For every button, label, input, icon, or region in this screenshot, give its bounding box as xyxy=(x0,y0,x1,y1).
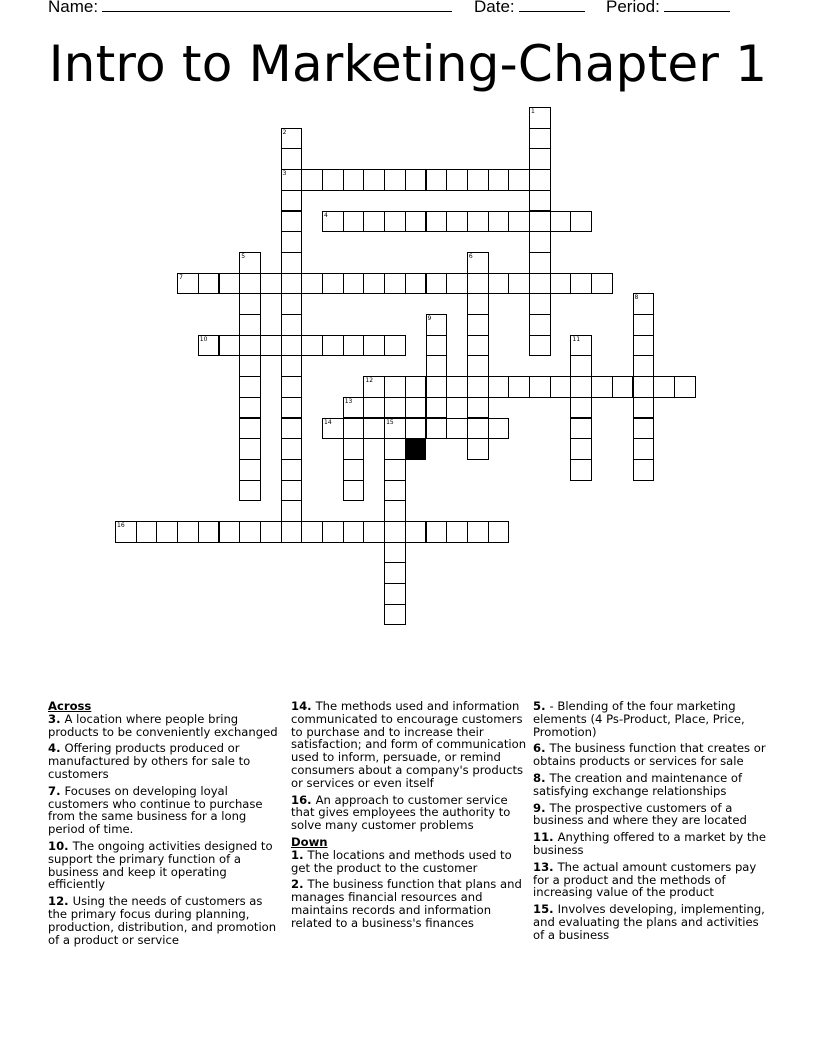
crossword-cell[interactable] xyxy=(405,211,427,233)
crossword-cell[interactable] xyxy=(529,128,551,150)
crossword-cell[interactable] xyxy=(426,211,448,233)
crossword-cell[interactable] xyxy=(281,397,303,419)
clue-number: 8. xyxy=(533,770,550,785)
crossword-cell[interactable] xyxy=(239,438,261,460)
crossword-cell[interactable] xyxy=(239,521,261,543)
crossword-cell[interactable] xyxy=(384,335,406,357)
crossword-cell[interactable] xyxy=(467,169,489,191)
crossword-cell[interactable] xyxy=(239,293,261,315)
across-clue xyxy=(291,700,527,790)
crossword-cell[interactable] xyxy=(260,335,282,357)
crossword-cell[interactable] xyxy=(446,418,468,440)
clues-column-2 xyxy=(291,700,527,934)
crossword-cell[interactable] xyxy=(633,293,655,315)
crossword-cell[interactable] xyxy=(156,521,178,543)
clue-number-4: 4 xyxy=(324,211,328,219)
crossword-cell[interactable] xyxy=(426,335,448,357)
clue-number-10: 10 xyxy=(199,335,208,343)
crossword-cell[interactable] xyxy=(384,604,406,626)
crossword-cell[interactable] xyxy=(384,211,406,233)
crossword-cell[interactable] xyxy=(198,273,220,295)
crossword-cell[interactable] xyxy=(384,583,406,605)
crossword-cell[interactable] xyxy=(446,273,468,295)
clues-column-1 xyxy=(48,700,284,950)
crossword-cell[interactable] xyxy=(136,521,158,543)
crossword-cell[interactable] xyxy=(529,293,551,315)
clue-number: 6. xyxy=(533,741,550,756)
crossword-cell[interactable] xyxy=(343,335,365,357)
crossword-cell[interactable] xyxy=(343,438,365,460)
crossword-cell[interactable] xyxy=(529,169,551,191)
crossword-cell[interactable] xyxy=(343,521,365,543)
crossword-cell[interactable] xyxy=(281,355,303,377)
clue-text: The locations and methods used to get the product to the customer xyxy=(291,847,512,875)
crossword-cell[interactable] xyxy=(281,128,303,150)
crossword-cell[interactable] xyxy=(301,169,323,191)
across-clue xyxy=(48,840,284,891)
crossword-cell[interactable] xyxy=(281,190,303,212)
clue-number: 13. xyxy=(533,859,558,874)
crossword-cell[interactable] xyxy=(570,459,592,481)
clue-text: The business function that plans and manages financial resources and maintains records and information related to a business's finances xyxy=(291,877,522,930)
name-label: Name: xyxy=(48,0,99,16)
crossword-cell[interactable] xyxy=(488,521,510,543)
down-clue xyxy=(533,861,773,899)
crossword-cell[interactable] xyxy=(467,211,489,233)
crossword-cell[interactable] xyxy=(322,273,344,295)
clue-number: 14. xyxy=(291,699,316,713)
crossword-cell[interactable] xyxy=(529,335,551,357)
crossword-cell[interactable] xyxy=(633,397,655,419)
across-heading: Across xyxy=(48,699,92,713)
clue-number: 11. xyxy=(533,830,558,845)
crossword-cell[interactable] xyxy=(301,521,323,543)
clue-text: - Blending of the four marketing elements (4 Ps-Product, Place, Price, Promotion) xyxy=(533,699,745,739)
crossword-cell[interactable] xyxy=(239,273,261,295)
crossword-cell[interactable] xyxy=(488,169,510,191)
crossword-cell[interactable] xyxy=(633,314,655,336)
crossword-cell[interactable] xyxy=(239,376,261,398)
crossword-cell[interactable] xyxy=(467,314,489,336)
crossword-cell[interactable] xyxy=(384,397,406,419)
crossword-cell[interactable] xyxy=(384,459,406,481)
crossword-cell[interactable] xyxy=(322,169,344,191)
crossword-cell[interactable] xyxy=(239,252,261,274)
crossword-cell[interactable] xyxy=(570,355,592,377)
crossword-cell[interactable] xyxy=(198,521,220,543)
clue-number-6: 6 xyxy=(468,252,473,260)
across-clue xyxy=(48,742,284,780)
crossword-cell[interactable] xyxy=(239,314,261,336)
crossword-cell[interactable] xyxy=(570,335,592,357)
clue-text: Offering products produced or manufactured by others for sale to customers xyxy=(48,741,251,781)
crossword-cell[interactable] xyxy=(115,521,137,543)
crossword-cell[interactable] xyxy=(281,293,303,315)
crossword-cell[interactable] xyxy=(281,459,303,481)
crossword-cell[interactable] xyxy=(405,397,427,419)
crossword-cell[interactable] xyxy=(384,169,406,191)
crossword-cell[interactable] xyxy=(198,335,220,357)
crossword-cell[interactable] xyxy=(405,521,427,543)
crossword-cell[interactable] xyxy=(591,273,613,295)
crossword-cell[interactable] xyxy=(508,376,530,398)
clue-number: 7. xyxy=(48,783,65,798)
crossword-cell[interactable] xyxy=(343,459,365,481)
crossword-cell[interactable] xyxy=(446,211,468,233)
date-label: Date: xyxy=(474,0,515,16)
crossword-cell[interactable] xyxy=(363,521,385,543)
crossword-cell[interactable] xyxy=(550,376,572,398)
crossword-cell[interactable] xyxy=(384,438,406,460)
crossword-cell[interactable] xyxy=(570,273,592,295)
crossword-cell[interactable] xyxy=(281,273,303,295)
crossword-cell[interactable] xyxy=(467,438,489,460)
crossword-cell[interactable] xyxy=(301,273,323,295)
crossword-cell[interactable] xyxy=(488,418,510,440)
crossword-cell[interactable] xyxy=(281,231,303,253)
down-clue xyxy=(533,772,773,798)
clue-number-15: 15 xyxy=(386,418,394,426)
crossword-cell[interactable] xyxy=(363,335,385,357)
down-clue xyxy=(291,878,527,929)
crossword-cell[interactable] xyxy=(529,252,551,274)
crossword-cell[interactable] xyxy=(322,418,344,440)
crossword-cell[interactable] xyxy=(426,397,448,419)
crossword-cell[interactable] xyxy=(281,335,303,357)
crossword-cell[interactable] xyxy=(550,211,572,233)
crossword-cell[interactable] xyxy=(239,480,261,502)
clue-text: The creation and maintenance of satisfying exchange relationships xyxy=(533,770,743,798)
clue-number-2: 2 xyxy=(282,128,287,136)
crossword-cell[interactable] xyxy=(219,273,241,295)
clue-number: 3. xyxy=(48,711,65,726)
crossword-cell[interactable] xyxy=(301,335,323,357)
clues-column-3 xyxy=(533,700,773,946)
clue-number: 2. xyxy=(291,877,308,892)
crossword-cell[interactable] xyxy=(239,459,261,481)
clue-number: 12. xyxy=(48,894,73,909)
crossword-cell[interactable] xyxy=(529,231,551,253)
crossword-cell[interactable] xyxy=(384,273,406,295)
crossword-cell[interactable] xyxy=(322,521,344,543)
crossword-cell[interactable] xyxy=(219,335,241,357)
crossword-cell[interactable] xyxy=(529,314,551,336)
crossword-cell[interactable] xyxy=(239,418,261,440)
crossword-cell[interactable] xyxy=(343,397,365,419)
crossword-cell[interactable] xyxy=(633,376,655,398)
down-clue xyxy=(533,802,773,828)
clue-text: The business function that creates or obtains products or services for sale xyxy=(533,741,766,769)
down-heading: Down xyxy=(291,834,328,849)
crossword-cell[interactable] xyxy=(633,438,655,460)
crossword-cell[interactable] xyxy=(239,397,261,419)
crossword-cell[interactable] xyxy=(426,169,448,191)
crossword-cell[interactable] xyxy=(529,190,551,212)
crossword-cell[interactable] xyxy=(260,521,282,543)
crossword-cell[interactable] xyxy=(467,293,489,315)
crossword-cell[interactable] xyxy=(426,521,448,543)
clue-text: The methods used and information communicated to encourage customers to purchase and to increase their satisfaction; and form of communication used to inform, persuade, or remind consumers about a company's products or services or even itself xyxy=(291,699,527,790)
crossword-cell[interactable] xyxy=(363,397,385,419)
crossword-cell[interactable] xyxy=(405,273,427,295)
crossword-cell[interactable] xyxy=(322,211,344,233)
crossword-cell[interactable] xyxy=(488,273,510,295)
crossword-cell[interactable] xyxy=(281,148,303,170)
crossword-cell[interactable] xyxy=(467,397,489,419)
crossword-cell[interactable] xyxy=(446,521,468,543)
crossword-cell[interactable] xyxy=(633,335,655,357)
clue-number: 10. xyxy=(48,838,73,853)
crossword-cell[interactable] xyxy=(674,376,696,398)
clue-text: Focuses on developing loyal customers who continue to purchase from the same business for a long period of time. xyxy=(48,783,263,837)
clue-number-11: 11 xyxy=(572,335,581,343)
crossword-cell[interactable] xyxy=(529,273,551,295)
crossword-cell[interactable] xyxy=(384,500,406,522)
crossword-block-cell xyxy=(405,438,427,460)
crossword-cell[interactable] xyxy=(177,273,199,295)
crossword-cell[interactable] xyxy=(281,418,303,440)
crossword-cell[interactable] xyxy=(239,335,261,357)
crossword-cell[interactable] xyxy=(384,418,406,440)
crossword-cell[interactable] xyxy=(281,521,303,543)
clue-text: Anything offered to a market by the business xyxy=(533,830,767,857)
crossword-cell[interactable] xyxy=(281,314,303,336)
crossword-cell[interactable] xyxy=(281,480,303,502)
crossword-cell[interactable] xyxy=(363,376,385,398)
crossword-cell[interactable] xyxy=(529,211,551,233)
clue-number-16: 16 xyxy=(117,522,125,529)
crossword-cell[interactable] xyxy=(405,418,427,440)
crossword-cell[interactable] xyxy=(384,521,406,543)
crossword-cell[interactable] xyxy=(426,376,448,398)
clue-number-7: 7 xyxy=(179,273,183,281)
crossword-cell[interactable] xyxy=(363,169,385,191)
crossword-cell[interactable] xyxy=(384,480,406,502)
crossword-cell[interactable] xyxy=(591,376,613,398)
crossword-cell[interactable] xyxy=(426,418,448,440)
crossword-cell[interactable] xyxy=(363,211,385,233)
clue-text: The actual amount customers pay for a product and the methods of increasing value of the product xyxy=(533,859,757,900)
crossword-cell[interactable] xyxy=(177,521,199,543)
down-clue xyxy=(533,831,773,857)
crossword-cell[interactable] xyxy=(343,480,365,502)
crossword-cell[interactable] xyxy=(405,169,427,191)
crossword-cell[interactable] xyxy=(281,211,303,233)
crossword-cell[interactable] xyxy=(529,148,551,170)
clue-number-8: 8 xyxy=(634,294,639,302)
crossword-cell[interactable] xyxy=(343,169,365,191)
crossword-cell[interactable] xyxy=(508,211,530,233)
clue-text: A location where people bring products to be conveniently exchanged xyxy=(48,711,278,739)
crossword-cell[interactable] xyxy=(343,211,365,233)
crossword-cell[interactable] xyxy=(488,376,510,398)
crossword-cell[interactable] xyxy=(612,376,634,398)
clue-text: Using the needs of customers as the primary focus during planning, production, distribution, and promotion of a product or service xyxy=(48,894,277,947)
down-clue xyxy=(533,903,773,941)
crossword-cell[interactable] xyxy=(281,376,303,398)
clue-number-12: 12 xyxy=(365,377,374,385)
across-clue xyxy=(291,794,527,832)
clue-number: 15. xyxy=(533,902,558,917)
page-title: Intro to Marketing-Chapter 1 xyxy=(48,35,768,93)
crossword-cell[interactable] xyxy=(363,418,385,440)
crossword-cell[interactable] xyxy=(343,418,365,440)
crossword-cell[interactable] xyxy=(467,355,489,377)
crossword-cell[interactable] xyxy=(281,252,303,274)
crossword-cell[interactable] xyxy=(467,376,489,398)
down-clue xyxy=(291,849,527,875)
crossword-cell[interactable] xyxy=(529,376,551,398)
clue-text: The ongoing activities designed to support the primary function of a business and keep it operating efficiently xyxy=(48,838,273,892)
crossword-cell[interactable] xyxy=(467,252,489,274)
clue-number: 5. xyxy=(533,699,550,713)
crossword-cell[interactable] xyxy=(570,211,592,233)
clue-number-5: 5 xyxy=(241,252,246,260)
down-clue xyxy=(533,700,773,738)
across-clue xyxy=(48,785,284,836)
crossword-cell[interactable] xyxy=(467,335,489,357)
crossword-cell[interactable] xyxy=(281,500,303,522)
crossword-cell[interactable] xyxy=(219,521,241,543)
crossword-cell[interactable] xyxy=(633,355,655,377)
crossword-cell[interactable] xyxy=(550,273,572,295)
crossword-cell[interactable] xyxy=(260,273,282,295)
crossword-cell[interactable] xyxy=(281,169,303,191)
crossword-cell[interactable] xyxy=(426,314,448,336)
crossword-cell[interactable] xyxy=(239,355,261,377)
clue-number-9: 9 xyxy=(427,315,432,322)
clue-number: 4. xyxy=(48,741,65,756)
crossword-cell[interactable] xyxy=(426,273,448,295)
clue-number-13: 13 xyxy=(344,397,353,405)
crossword-cell[interactable] xyxy=(405,376,427,398)
clue-text: The prospective customers of a business and where they are located xyxy=(533,800,747,828)
clue-number-3: 3 xyxy=(282,170,287,178)
crossword-cell[interactable] xyxy=(633,459,655,481)
clue-text: An approach to customer service that gives employees the authority to solve many customer problems xyxy=(291,792,511,833)
crossword-cell[interactable] xyxy=(281,438,303,460)
crossword-cell[interactable] xyxy=(322,335,344,357)
crossword-cell[interactable] xyxy=(384,562,406,584)
crossword-cell[interactable] xyxy=(467,418,489,440)
crossword-cell[interactable] xyxy=(508,273,530,295)
crossword-cell[interactable] xyxy=(488,211,510,233)
crossword-cell[interactable] xyxy=(384,376,406,398)
crossword-cell[interactable] xyxy=(570,397,592,419)
crossword-cell[interactable] xyxy=(426,355,448,377)
clue-number: 1. xyxy=(291,847,308,862)
crossword-cell[interactable] xyxy=(363,273,385,295)
clue-number: 9. xyxy=(533,800,550,815)
down-clue xyxy=(533,742,773,768)
crossword-cell[interactable] xyxy=(467,273,489,295)
period-label: Period: xyxy=(606,0,660,16)
crossword-cell[interactable] xyxy=(467,521,489,543)
crossword-cell[interactable] xyxy=(446,376,468,398)
clue-number-14: 14 xyxy=(324,418,332,426)
crossword-cell[interactable] xyxy=(570,418,592,440)
clue-number: 16. xyxy=(291,792,316,807)
across-clue xyxy=(48,713,284,739)
crossword-cell[interactable] xyxy=(633,418,655,440)
clue-text: Involves developing, implementing, and evaluating the plans and activities of a business xyxy=(533,902,765,942)
crossword-cell[interactable] xyxy=(508,169,530,191)
crossword-cell[interactable] xyxy=(570,376,592,398)
crossword-cell[interactable] xyxy=(529,107,551,129)
crossword-cell[interactable] xyxy=(446,169,468,191)
clue-number-1: 1 xyxy=(531,108,535,115)
crossword-cell[interactable] xyxy=(384,542,406,564)
crossword-cell[interactable] xyxy=(343,273,365,295)
crossword-cell[interactable] xyxy=(653,376,675,398)
across-clue xyxy=(48,895,284,946)
crossword-cell[interactable] xyxy=(570,438,592,460)
